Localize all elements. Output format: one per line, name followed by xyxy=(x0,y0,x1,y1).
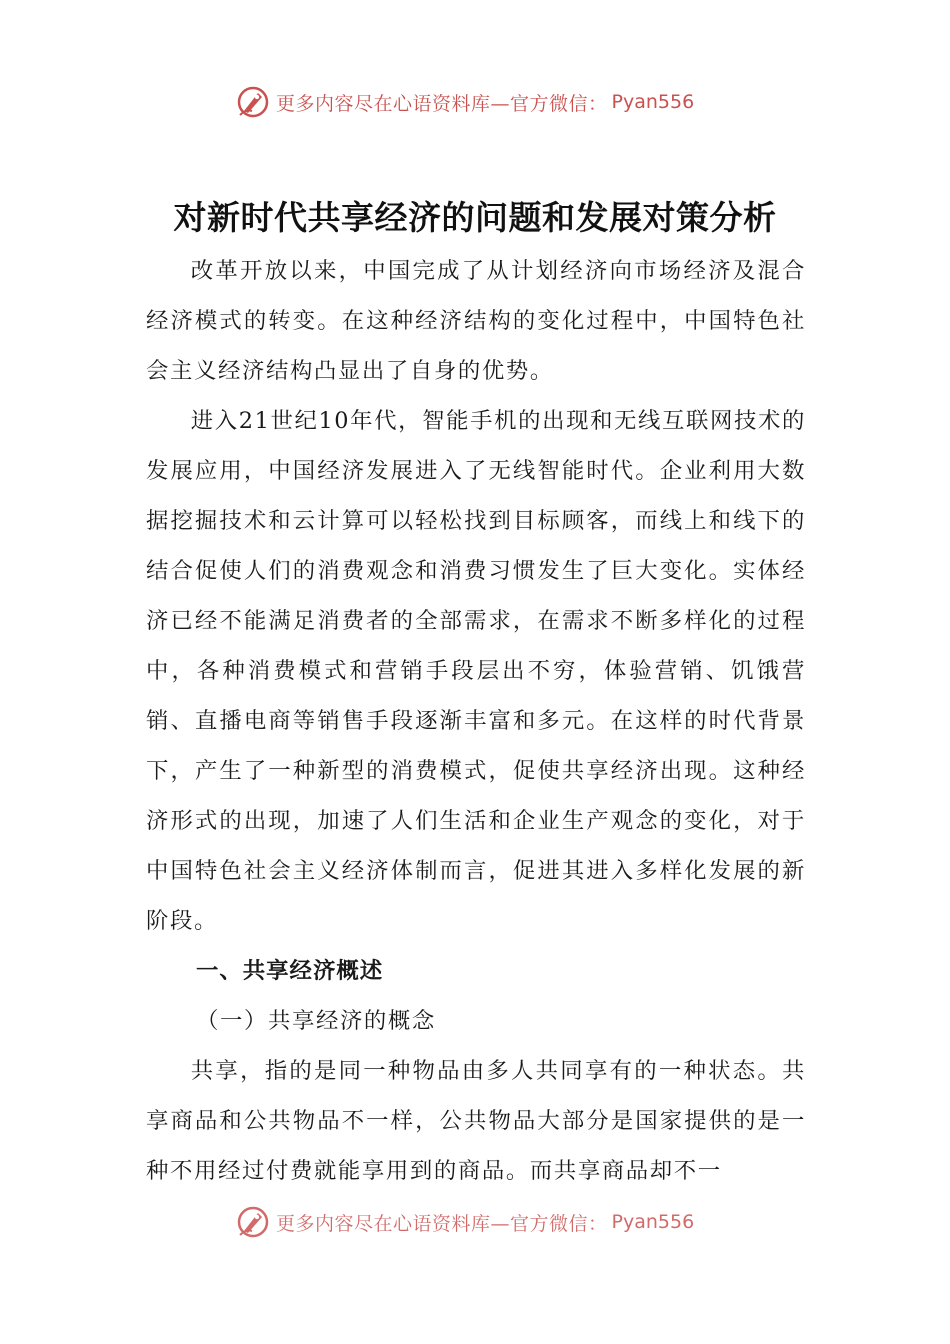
document-body xyxy=(146,246,806,1196)
paragraph-intro: 改革开放以来，中国完成了从计划经济向市场经济及混合经济模式的转变。在这种经济结构的变化过程中，中国特色社会主义经济结构凸显出了自身的优势。 xyxy=(146,258,806,384)
page-footer-watermark xyxy=(0,1202,950,1242)
subsection-heading: （一）共享经济的概念 xyxy=(196,1008,436,1034)
paragraph-concept: 共享，指的是同一种物品由多人共同享有的一种状态。共享商品和公共物品不一样，公共物品大部分是国家提供的是一种不用经过付费就能享用到的商品。而共享商品却不一 xyxy=(146,1058,806,1184)
pen-nib-logo-icon xyxy=(236,1205,270,1239)
footer-watermark-text: 更多内容尽在心语资料库—官方微信： xyxy=(276,1212,608,1235)
header-watermark-text: 更多内容尽在心语资料库—官方微信： xyxy=(276,92,608,115)
section-heading: 一、共享经济概述 xyxy=(196,958,384,984)
footer-wechat-id: Pyan556 xyxy=(611,1211,695,1233)
document-title: 对新时代共享经济的问题和发展对策分析 xyxy=(173,198,777,237)
paragraph-background: 进入21世纪10年代，智能手机的出现和无线互联网技术的发展应用，中国经济发展进入了无线智能时代。企业利用大数据挖掘技术和云计算可以轻松找到目标顾客，而线上和线下的结合促使人们的消费观念和消费习惯发生了巨大变化。实体经济已经不能满足消费者的全部需求，在需求不断多样化的过程中，各种消费模式和营销手段层出不穷，体验营销、饥饿营销、直播电商等销售手段逐渐丰富和多元。在这样的时代背景下，产生了一种新型的消费模式，促使共享经济出现。这种经济形式的出现，加速了人们生活和企业生产观念的变化，对于中国特色社会主义经济体制而言，促进其进入多样化发展的新阶段。 xyxy=(146,408,806,934)
header-wechat-id: Pyan556 xyxy=(611,91,695,113)
page-header-watermark xyxy=(0,82,950,122)
pen-nib-logo-icon xyxy=(236,85,270,119)
